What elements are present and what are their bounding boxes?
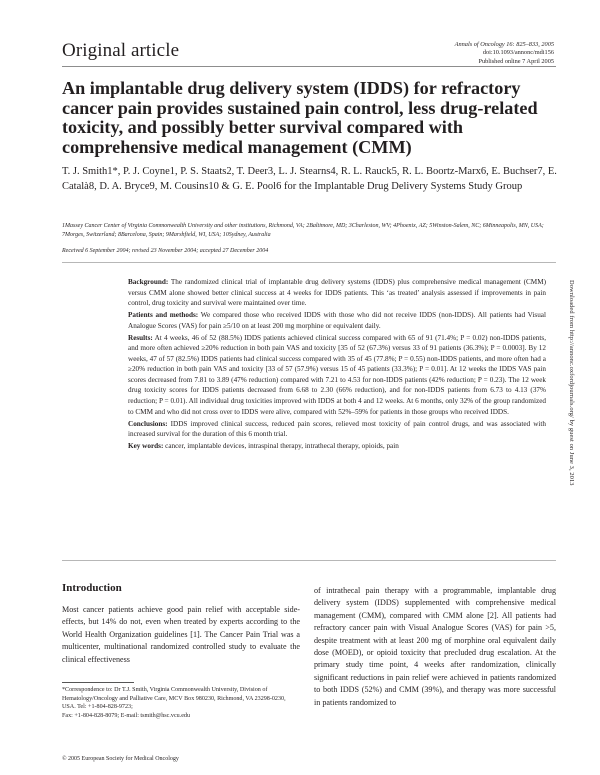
section-label: Original article [62,40,180,61]
published-online-line: Published online 7 April 2005 [478,57,554,65]
methods-label: Patients and methods: [128,311,199,320]
journal-citation [374,41,554,66]
intro-paragraph-col2: of intrathecal pain therapy with a programmable, implantable drug delivery system (IDDS) supplemented with comprehensive medical management (CMM), compared with CMM alone [2]. All patients had refractory cancer pain with Visual Analogue Scores (VAS) for pain >5, despite treatment with at least 200 mg of morphine oral equivalent daily dose (MOED), or opioid toxicity that precluded drug escalation. At the primary study time point, 4 weeks after randomization, clinically significant reductions in pain relief were achieved in patients randomized to both IDDS (52%) and CMM (39%), and therapy was more successful in patients randomized to [314,586,556,707]
abstract-background [128,277,546,309]
background-label: Background: [128,278,169,286]
abstract-conclusions [128,419,546,440]
author-list: T. J. Smith1*, P. J. Coyne1, P. S. Staats2, T. Deer3, L. J. Stearns4, R. L. Rauck5, R. L. Boortz-Marx6, E. Buchser7, E. Català8, D. A. Bryce9, M. Cousins10 & G. E. Pool6 for the Implantable Drug Delivery Systems Study Group [62,166,557,192]
intro-paragraph-col1: Most cancer patients achieve good pain relief with acceptable side-effects, but 14% do not, even when treated by experts according to the World Health Organization guidelines [1]. The Cancer Pain Trial was a multicenter, multinational randomized controlled study to evaluate the clinical effectiveness [62,605,300,664]
abstract-keywords [128,441,546,452]
abstract [128,277,546,453]
background-text: The randomized clinical trial of implantable drug delivery systems (IDDS) plus comprehensive medical management (CMM) versus CMM alone showed better clinical success at 4 weeks for IDDS patients. This ‘as treated’ analysis assessed if improvements in pain control, drug toxicity and survival were maintained over time. [128,278,546,308]
correspondence-footnote [62,686,300,720]
correspondence-line1: *Correspondence to: Dr T.J. Smith, Virginia Commonwealth University, Division of Hematology/Oncology and Palliative Care, MCV Box 980230, Richmond, VA 23298-0230, USA. Tel: +1-804-828-9723; [62,687,286,711]
correspondence-line2: Fax: +1-804-828-8079; E-mail: tsmith@hsc.vcu.edu [62,712,191,719]
conclusions-text: IDDS improved clinical success, reduced pain scores, relieved most toxicity of pain control drugs, and was associated with increased survival for the duration of this 6 month trial. [128,419,546,439]
results-text: At 4 weeks, 46 of 52 (88.5%) IDDS patients achieved clinical success compared with 65 of 91 (71.4%; P = 0.02) non-IDDS patients, and more often achieved ≥20% reduction in both pain VAS and toxicity [35 of 52 (67.3%) versus 33 of 91 patients (36.3%); P = 0.0003]. By 12 weeks, 47 of 57 (82.5%) IDDS patients had clinical success compared with 35 of 45 (77.8%; P = 0.55) non-IDDS patients, and more often had a ≥20% reduction in both pain VAS and toxicity [33 of 57 (57.9%) versus 15 of 45 patients (33.3%); P = 0.01]. At 12 weeks the IDDS VAS pain scores decreased from 7.81 to 3.89 (47% reduction) compared with 7.21 to 4.53 for non-IDDS patients (42% reduction; P = 0.23). The 12 week drug toxicity scores for IDDS patients decreased from 6.68 to 2.30 (66% reduction), and for non-IDDS patients from 6.73 to 4.13 (37% reduction; P = 0.01). All individual drug toxicities improved with IDDS at both 4 and 12 weeks. At 6 months, only 32% of the group randomized to CMM and who did not cross over to IDDS were alive, compared with 52%–59% for patients in those groups who received IDDS. [128,333,546,416]
download-watermark [568,280,578,710]
results-label: Results: [128,333,153,342]
keywords-label: Key words: [128,442,164,451]
abstract-bottom-rule [62,560,556,561]
received-dates: Received 6 September 2004; revised 23 November 2004; accepted 27 December 2004 [62,248,269,254]
abstract-results [128,333,546,417]
copyright-notice: © 2005 European Society for Medical Oncology [62,756,179,762]
article-title: An implantable drug delivery system (IDDS) for refractory cancer pain provides sustained pain control, less drug-related toxicity, and possibly better survival compared with comprehensive medical management (CMM) [62,78,538,157]
abstract-top-rule [62,262,556,263]
header-rule [62,66,556,67]
download-watermark-text: Downloaded from http://annonc.oxfordjournals.org/ by guest on June 3, 2013 [568,280,575,486]
footnote-rule [62,682,134,683]
doi-line: doi:10.1093/annonc/mdi156 [482,49,554,57]
journal-volume-line: Annals of Oncology 16: 825–833, 2005 [454,41,554,48]
conclusions-label: Conclusions: [128,419,168,428]
keywords-text: cancer, implantable devices, intraspinal therapy, intrathecal therapy, opioids, pain [165,442,399,451]
methods-text: We compared those who received IDDS with those who did not receive IDDS (non-IDDS). All patients had Visual Analogue Scores (VAS) for pain ≥5/10 on at least 200 mg morphine or equivalent daily. [128,311,546,330]
section-heading-introduction: Introduction [62,582,122,594]
abstract-methods [128,310,546,331]
affiliations: 1Massey Cancer Center of Virginia Commonwealth University and other institutions, Richmond, VA; 2Baltimore, MD; 3Charleston, WV; 4Phoenix, AZ; 5Winston-Salem, NC; 6Minneapolis, MN, USA; 7Morges, Switzerland; 8Barcelona, Spain; 9Marshfield, WI, USA; 10Sydney, Australia [62,223,544,238]
